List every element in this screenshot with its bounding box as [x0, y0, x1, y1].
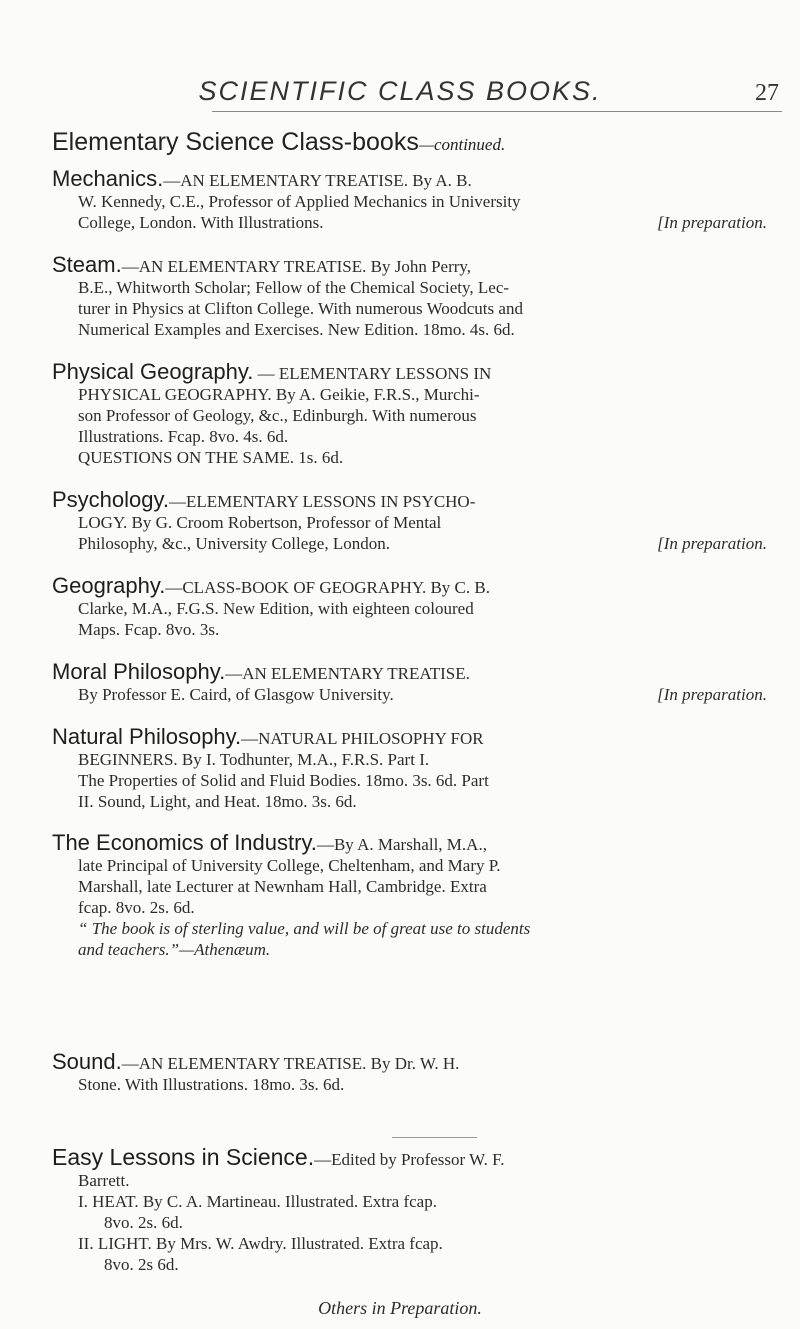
entry-moral-philosophy: Moral Philosophy.—AN ELEMENTARY TREATISE. By Professor E. Caird, of Glasgow University. [In preparation. — [52, 659, 767, 704]
section-divider — [392, 1137, 477, 1138]
entry-heading: Mechanics. — [52, 166, 164, 191]
entry-heading: Natural Philosophy. — [52, 724, 242, 749]
entry-natural-philosophy: Natural Philosophy.—NATURAL PHILOSOPHY FOR BEGINNERS. By I. Todhunter, M.A., F.R.S. Part I. The Properties of Solid and Fluid Bodies. 18mo. 3s. 6d. Part II. Sound, Light, and Heat. 18mo. 3s. 6d. — [52, 724, 489, 811]
review-quote: “ The book is of sterling value, and will be of great use to students — [78, 919, 531, 938]
series-item-heat: I. HEAT. By C. A. Martineau. Illustrated. Extra fcap. — [78, 1192, 437, 1211]
status-label: [In preparation. — [657, 534, 767, 553]
header-rule — [212, 111, 782, 112]
entry-heading: Psychology. — [52, 487, 169, 512]
entry-mechanics: Mechanics.—AN ELEMENTARY TREATISE. By A. B. W. Kennedy, C.E., Professor of Applied Mechanics in University College, London. With Illustrations. [In preparation. — [52, 166, 767, 232]
status-label: [In preparation. — [657, 685, 767, 704]
entry-heading: Moral Philosophy. — [52, 659, 226, 684]
page-number: 27 — [755, 80, 779, 106]
status-label: [In preparation. — [657, 213, 767, 232]
entry-economics-of-industry: The Economics of Industry.—By A. Marshall, M.A., late Principal of University College, Cheltenham, and Mary P. Marshall, late Lecturer at Newnham Hall, Cambridge. Extra fcap. 8vo. 2s. 6d. “ The book is of sterling value, and will be of great use to students and teachers.”—Athenæum. — [52, 832, 767, 960]
entry-heading: Physical Geography. — [52, 359, 254, 384]
entry-heading: The Economics of Industry. — [52, 830, 317, 855]
entry-sound: Sound.—AN ELEMENTARY TREATISE. By Dr. W. H. Stone. With Illustrations. 18mo. 3s. 6d. — [52, 1049, 460, 1094]
entry-steam: Steam.—AN ELEMENTARY TREATISE. By John Perry, B.E., Whitworth Scholar; Fellow of the Chemical Society, Lec- turer in Physics at Clifton College. With numerous Woodcuts and Numerical Examples and Exercises. New Edition. 18mo. 4s. 6d. — [52, 252, 523, 339]
running-title: SCIENTIFIC CLASS BOOKS. — [198, 76, 602, 106]
continued-label: —continued. — [418, 135, 506, 154]
entry-heading: Geography. — [52, 573, 166, 598]
entry-heading: Easy Lessons in Science. — [52, 1144, 315, 1170]
entry-heading: Sound. — [52, 1049, 122, 1074]
entry-easy-lessons: Easy Lessons in Science.—Edited by Professor W. F. Barrett. I. HEAT. By C. A. Martineau. Illustrated. Extra fcap. 8vo. 2s. 6d. II. LIGHT. By Mrs. W. Awdry. Illustrated. Extra fcap. 8vo. 2s 6d. — [52, 1147, 767, 1275]
entry-psychology: Psychology.—ELEMENTARY LESSONS IN PSYCHO- LOGY. By G. Croom Robertson, Professor of Mental Philosophy, &c., University College, London. [In preparation. — [52, 487, 767, 553]
section-title: Elementary Science Class-books—continued. — [52, 128, 506, 156]
entry-physical-geography: Physical Geography. — ELEMENTARY LESSONS IN PHYSICAL GEOGRAPHY. By A. Geikie, F.R.S., Murchi- son Professor of Geology, &c., Edinburgh. With numerous Illustrations. Fcap. 8vo. 4s. 6d. QUESTIONS ON THE SAME. 1s. 6d. — [52, 359, 492, 467]
series-item-light: II. LIGHT. By Mrs. W. Awdry. Illustrated. Extra fcap. — [78, 1234, 443, 1253]
entry-geography: Geography.—CLASS-BOOK OF GEOGRAPHY. By C. B. Clarke, M.A., F.G.S. New Edition, with eighteen coloured Maps. Fcap. 8vo. 3s. — [52, 573, 490, 639]
others-in-preparation: Others in Preparation. — [318, 1298, 482, 1318]
entry-heading: Steam. — [52, 252, 122, 277]
